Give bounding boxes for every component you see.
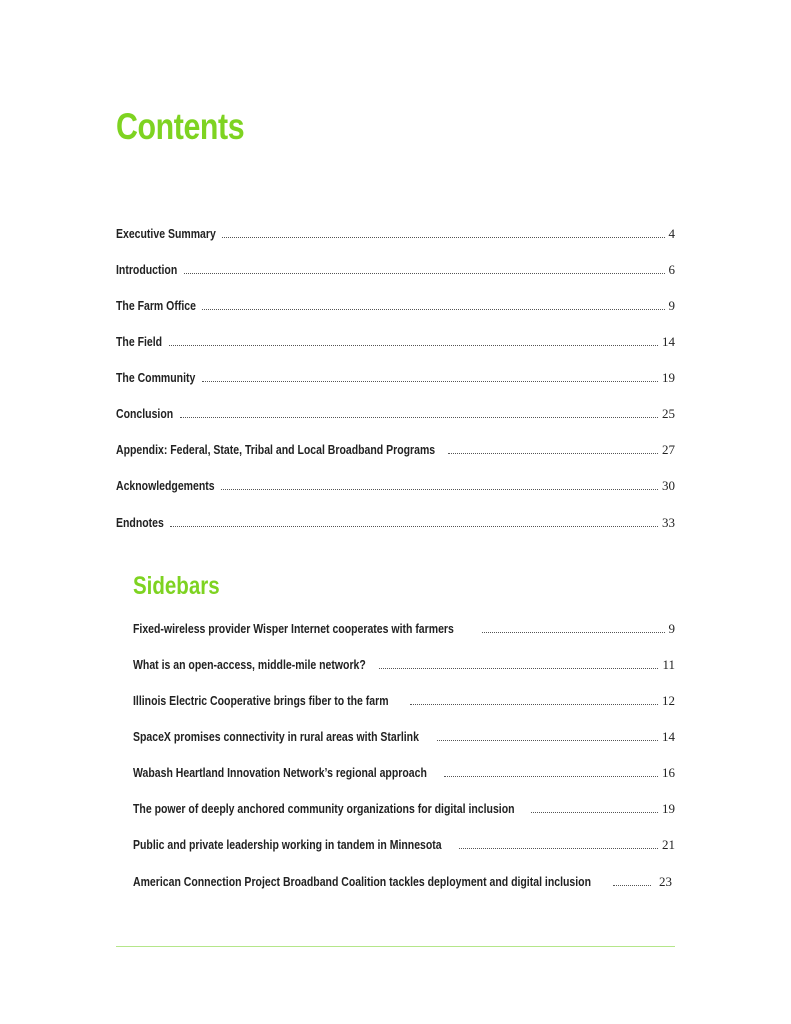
sidebar-entry-label: Public and private leadership working in tandem in Minnesota xyxy=(133,838,442,852)
sidebar-entry-page: 9 xyxy=(668,621,675,636)
toc-entry-label: Endnotes xyxy=(116,516,164,530)
toc-entry-conclusion[interactable] xyxy=(116,405,675,421)
sidebar-entry-label: The power of deeply anchored community organizations for digital inclusion xyxy=(133,802,515,816)
sidebar-entry-page: 21 xyxy=(662,837,675,852)
toc-entry-page: 33 xyxy=(662,515,675,530)
leader-dots xyxy=(482,631,665,633)
toc-entry-label: Executive Summary xyxy=(116,227,216,241)
leader-dots xyxy=(531,811,658,813)
toc-entry-page: 19 xyxy=(662,370,675,385)
leader-dots xyxy=(613,884,651,886)
leader-dots xyxy=(410,703,658,705)
toc-entry-label: Acknowledgements xyxy=(116,479,215,493)
toc-entry-appendix[interactable] xyxy=(116,441,675,457)
sidebar-entry-page: 11 xyxy=(662,657,675,672)
sidebar-entry-american-connection[interactable] xyxy=(133,873,675,889)
toc-entry-acknowledgements[interactable] xyxy=(116,477,675,493)
toc-entry-label: Appendix: Federal, State, Tribal and Local Broadband Programs xyxy=(116,443,436,457)
toc-entry-page: 25 xyxy=(662,406,675,421)
toc-entry-page: 30 xyxy=(662,478,675,493)
footer-rule xyxy=(116,946,675,947)
toc-entry-label: The Farm Office xyxy=(116,299,196,313)
toc-entry-label: Introduction xyxy=(116,263,178,277)
toc-entry-page: 9 xyxy=(668,298,675,313)
leader-dots xyxy=(202,380,658,382)
sidebar-entry-minnesota[interactable] xyxy=(133,836,675,852)
toc-entry-label: The Field xyxy=(116,335,163,349)
page-title: Contents xyxy=(116,106,245,147)
toc-entry-label: The Community xyxy=(116,371,196,385)
leader-dots xyxy=(170,525,658,527)
toc-entry-page: 4 xyxy=(668,226,675,241)
leader-dots xyxy=(459,847,658,849)
toc-entry-community[interactable] xyxy=(116,369,675,385)
leader-dots xyxy=(184,272,665,274)
sidebars-heading: Sidebars xyxy=(133,572,220,600)
sidebar-entry-label: What is an open-access, middle-mile network? xyxy=(133,658,366,672)
sidebar-entry-page: 14 xyxy=(662,729,675,744)
sidebar-entry-page: 19 xyxy=(662,801,675,816)
sidebar-entry-page: 23 xyxy=(659,874,672,889)
toc-entry-field[interactable] xyxy=(116,333,675,349)
sidebar-entry-wabash[interactable] xyxy=(133,764,675,780)
sidebar-entry-label: Wabash Heartland Innovation Network’s regional approach xyxy=(133,766,427,780)
toc-entry-executive-summary[interactable] xyxy=(116,225,675,241)
leader-dots xyxy=(437,739,658,741)
toc-entry-introduction[interactable] xyxy=(116,261,675,277)
sidebar-entry-illinois[interactable] xyxy=(133,692,675,708)
leader-dots xyxy=(448,452,658,454)
toc-entry-endnotes[interactable] xyxy=(116,514,675,530)
sidebar-entry-community-orgs[interactable] xyxy=(133,800,675,816)
sidebar-entry-page: 16 xyxy=(662,765,675,780)
sidebar-entry-label: American Connection Project Broadband Coalition tackles deployment and digital inclusion xyxy=(133,875,591,889)
leader-dots xyxy=(202,308,665,310)
leader-dots xyxy=(444,775,658,777)
toc-entry-page: 6 xyxy=(668,262,675,277)
sidebar-entry-middle-mile[interactable] xyxy=(133,656,675,672)
leader-dots xyxy=(180,416,658,418)
toc-entry-farm-office[interactable] xyxy=(116,297,675,313)
sidebar-entry-label: Illinois Electric Cooperative brings fiber to the farm xyxy=(133,694,389,708)
sidebar-entry-label: SpaceX promises connectivity in rural areas with Starlink xyxy=(133,730,419,744)
toc-entry-page: 14 xyxy=(662,334,675,349)
sidebar-entry-label: Fixed-wireless provider Wisper Internet cooperates with farmers xyxy=(133,622,454,636)
toc-entry-label: Conclusion xyxy=(116,407,174,421)
sidebar-entry-page: 12 xyxy=(662,693,675,708)
leader-dots xyxy=(221,488,658,490)
toc-entry-page: 27 xyxy=(662,442,675,457)
sidebar-entry-wisper[interactable] xyxy=(133,620,675,636)
leader-dots xyxy=(222,236,665,238)
leader-dots xyxy=(379,667,658,669)
leader-dots xyxy=(169,344,658,346)
sidebar-entry-spacex[interactable] xyxy=(133,728,675,744)
